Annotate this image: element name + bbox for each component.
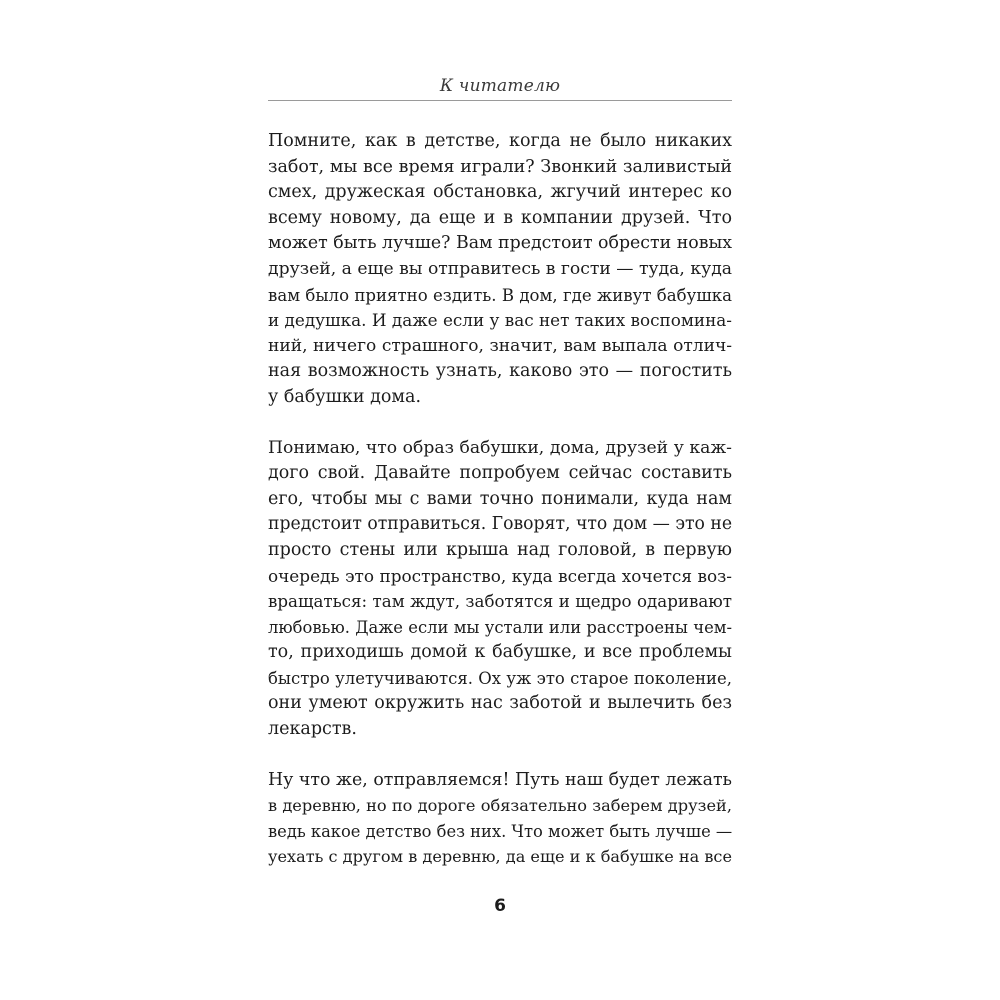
text-line: предстоит отправиться. Говорят, что дом — это не <box>268 514 733 535</box>
text-line: Понимаю, что образ бабушки, дома, друзей у каж- <box>268 437 732 458</box>
running-head: К читателю <box>439 76 561 96</box>
text-line: друзей, а еще вы отправитесь в гости — туда, куда <box>268 258 733 279</box>
text-line: любовью. Даже если мы устали или расстроены чем- <box>268 617 732 637</box>
text-line: всему новому, да еще и в компании друзей. Что <box>268 207 732 228</box>
text-line: лекарств. <box>268 719 357 740</box>
text-line: ная возможность узнать, каково это — погостить <box>268 361 732 382</box>
text-line: Помните, как в детстве, когда не было никаких <box>268 131 732 151</box>
text-line: у бабушки дома. <box>268 386 422 407</box>
text-line: ведь какое детство без них. Что может быть лучше — <box>268 821 733 841</box>
text-line: забот, мы все время играли? Звонкий заливистый <box>268 156 732 177</box>
page-number: 6 <box>494 896 506 916</box>
paragraph-3 <box>268 768 732 870</box>
text-line: вам было приятно ездить. В дом, где живут бабушка <box>268 285 732 305</box>
paragraph-1 <box>268 129 732 411</box>
text-line: и дедушка. И даже если у вас нет таких воспомина- <box>268 310 732 331</box>
text-line: то, приходишь домой к бабушке, и все проблемы <box>268 642 732 663</box>
text-line: уехать с другом в деревню, да еще и к бабушке на все <box>268 847 732 867</box>
text-line: в деревню, но по дороге обязательно заберем друзей, <box>268 796 732 816</box>
text-line: они умеют окружить нас заботой и вылечить без <box>268 693 732 714</box>
text-line: смех, дружеская обстановка, жгучий интерес ко <box>268 182 732 203</box>
text-line: быстро улетучиваются. Ох уж это старое поколение, <box>268 668 732 688</box>
paragraph-2 <box>268 436 732 743</box>
text-line: очередь это пространство, куда всегда хочется воз- <box>268 565 732 586</box>
text-line: дого свой. Давайте попробуем сейчас составить <box>268 463 732 484</box>
text-line: просто стены или крыша над головой, в первую <box>268 539 732 560</box>
text-line: может быть лучше? Вам предстоит обрести новых <box>268 233 733 254</box>
text-line: его, чтобы мы с вами точно понимали, куда нам <box>268 488 732 509</box>
header-rule <box>268 100 732 101</box>
text-line: Ну что же, отправляемся! Путь наш будет лежать <box>268 769 732 790</box>
text-line: вращаться: там ждут, заботятся и щедро одаривают <box>268 592 732 612</box>
body-text <box>268 129 732 895</box>
text-line: ний, ничего страшного, значит, вам выпала отлич- <box>268 335 732 356</box>
